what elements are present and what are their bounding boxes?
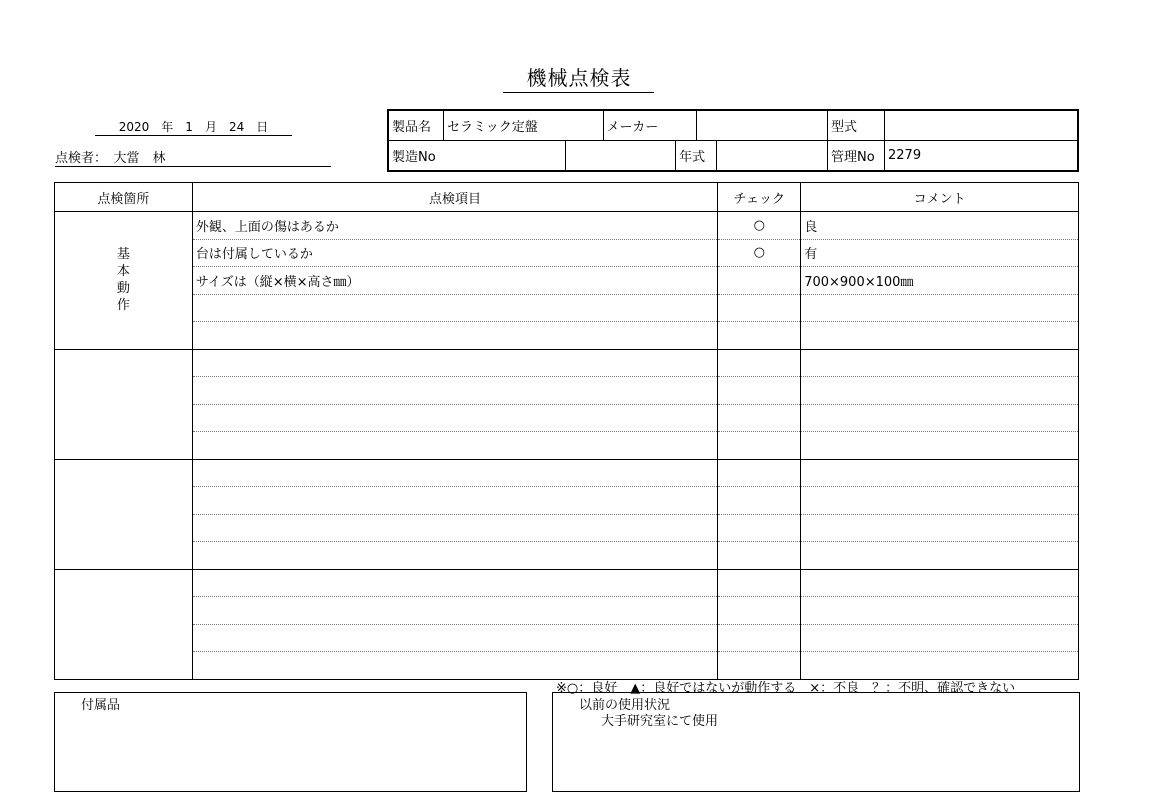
check-cell[interactable]: ○ xyxy=(718,239,801,267)
check-cell[interactable] xyxy=(718,652,801,680)
table-row xyxy=(55,459,1079,487)
location-char: 作 xyxy=(116,298,130,314)
table-row xyxy=(55,652,1079,680)
serial-label: 製造No xyxy=(388,141,566,172)
accessories-label: 付属品 xyxy=(81,698,121,713)
check-cell[interactable] xyxy=(718,432,801,460)
check-cell[interactable] xyxy=(718,487,801,515)
previous-usage-box[interactable] xyxy=(552,692,1080,792)
header-location: 点検箇所 xyxy=(55,183,193,212)
inspection-table xyxy=(54,182,1079,680)
table-row xyxy=(55,267,1079,295)
serial-value[interactable] xyxy=(566,141,676,172)
previous-usage-value: 大手研究室にて使用 xyxy=(601,714,719,729)
location-cell[interactable] xyxy=(55,349,193,459)
location-cell[interactable] xyxy=(55,569,193,679)
table-row xyxy=(55,487,1079,515)
year-value[interactable] xyxy=(717,141,828,172)
comment-cell[interactable]: 有 xyxy=(801,239,1079,267)
item-cell[interactable]: サイズは（縦×横×高さ㎜） xyxy=(192,267,717,295)
table-row xyxy=(55,212,1079,240)
comment-cell[interactable] xyxy=(801,349,1079,377)
location-char: 基 xyxy=(116,247,130,263)
check-cell[interactable] xyxy=(718,569,801,597)
comment-cell[interactable] xyxy=(801,569,1079,597)
model-label: 型式 xyxy=(828,110,885,141)
item-cell[interactable] xyxy=(192,322,717,350)
item-cell[interactable] xyxy=(192,432,717,460)
table-row xyxy=(55,597,1079,625)
comment-cell[interactable] xyxy=(801,487,1079,515)
check-cell[interactable] xyxy=(718,597,801,625)
item-cell[interactable]: 台は付属しているか xyxy=(192,239,717,267)
product-name-value[interactable]: セラミック定盤 xyxy=(444,110,604,141)
location-char: 本 xyxy=(116,264,130,280)
table-row xyxy=(55,239,1079,267)
check-cell[interactable] xyxy=(718,514,801,542)
header-comment: コメント xyxy=(801,183,1079,212)
check-cell[interactable] xyxy=(718,459,801,487)
accessories-box[interactable] xyxy=(54,692,527,792)
item-cell[interactable] xyxy=(192,294,717,322)
table-row xyxy=(55,404,1079,432)
check-cell[interactable] xyxy=(718,349,801,377)
table-row xyxy=(55,569,1079,597)
comment-cell[interactable] xyxy=(801,432,1079,460)
table-row xyxy=(55,624,1079,652)
check-legend: ※○：良好 ▲：良好ではないが動作する ×：不良 ？：不明、確認できない xyxy=(556,681,1016,696)
item-cell[interactable]: 外観、上面の傷はあるか xyxy=(192,212,717,240)
comment-cell[interactable] xyxy=(801,294,1079,322)
comment-cell[interactable] xyxy=(801,322,1079,350)
table-row xyxy=(55,514,1079,542)
comment-cell[interactable] xyxy=(801,624,1079,652)
table-row xyxy=(55,322,1079,350)
product-name-label: 製品名 xyxy=(388,110,444,141)
comment-cell[interactable]: 700×900×100㎜ xyxy=(801,267,1079,295)
header-check: チェック xyxy=(718,183,801,212)
comment-cell[interactable] xyxy=(801,514,1079,542)
item-cell[interactable] xyxy=(192,377,717,405)
header-item: 点検項目 xyxy=(192,183,717,212)
item-cell[interactable] xyxy=(192,487,717,515)
item-cell[interactable] xyxy=(192,542,717,570)
previous-usage-label: 以前の使用状況 xyxy=(579,698,671,713)
table-row xyxy=(55,432,1079,460)
check-cell[interactable]: ○ xyxy=(718,212,801,240)
table-row xyxy=(55,542,1079,570)
item-cell[interactable] xyxy=(192,459,717,487)
item-cell[interactable] xyxy=(192,404,717,432)
check-cell[interactable] xyxy=(718,624,801,652)
item-cell[interactable] xyxy=(192,652,717,680)
maker-value[interactable] xyxy=(696,110,827,141)
check-cell[interactable] xyxy=(718,542,801,570)
maker-label: メーカー xyxy=(603,110,696,141)
title-text: 機械点検表 xyxy=(503,62,654,93)
year-label: 年式 xyxy=(676,141,717,172)
table-row xyxy=(55,294,1079,322)
location-cell-basic-operation[interactable] xyxy=(55,212,193,350)
item-cell[interactable] xyxy=(192,349,717,377)
inspection-date: 2020 年 1 月 24 日 xyxy=(95,118,292,136)
table-row xyxy=(55,377,1079,405)
comment-cell[interactable] xyxy=(801,652,1079,680)
check-cell[interactable] xyxy=(718,404,801,432)
item-cell[interactable] xyxy=(192,624,717,652)
product-info-table xyxy=(387,109,1079,172)
check-cell[interactable] xyxy=(718,294,801,322)
comment-cell[interactable] xyxy=(801,542,1079,570)
model-value[interactable] xyxy=(885,110,1079,141)
item-cell[interactable] xyxy=(192,569,717,597)
page-title xyxy=(0,62,1156,93)
comment-cell[interactable] xyxy=(801,597,1079,625)
check-cell[interactable] xyxy=(718,377,801,405)
check-cell[interactable] xyxy=(718,267,801,295)
mgmt-label: 管理No xyxy=(828,141,885,172)
mgmt-value[interactable]: 2279 xyxy=(885,141,1079,172)
check-cell[interactable] xyxy=(718,322,801,350)
comment-cell[interactable] xyxy=(801,377,1079,405)
inspector-name: 点検者： 大當 林 xyxy=(55,147,331,167)
comment-cell[interactable] xyxy=(801,404,1079,432)
table-row xyxy=(55,349,1079,377)
location-vertical-text xyxy=(116,246,130,314)
location-cell[interactable] xyxy=(55,459,193,569)
comment-cell[interactable] xyxy=(801,459,1079,487)
item-cell[interactable] xyxy=(192,514,717,542)
location-char: 動 xyxy=(116,281,130,297)
comment-cell[interactable]: 良 xyxy=(801,212,1079,240)
item-cell[interactable] xyxy=(192,597,717,625)
